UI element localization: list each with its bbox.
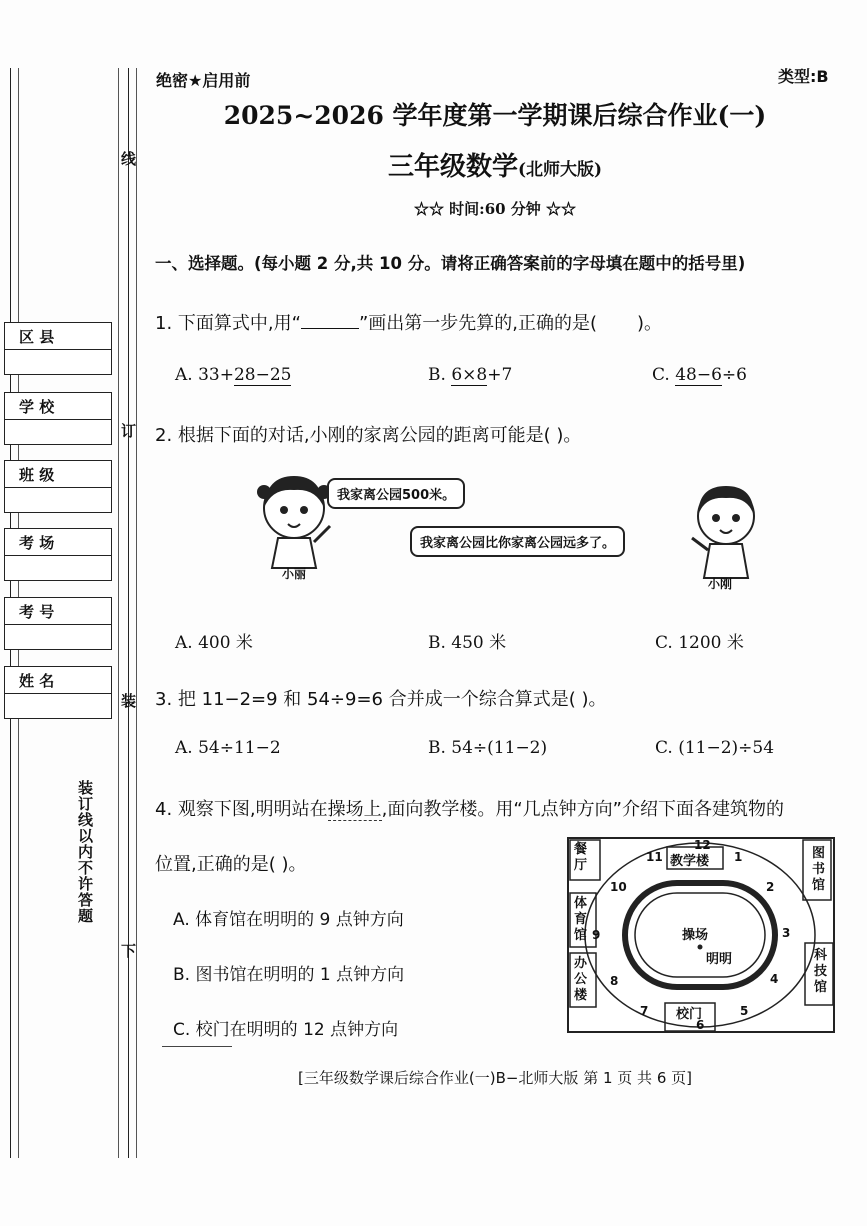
q1-b-underlined: 6×8 [451,365,488,385]
clock-6: 6 [696,1018,705,1032]
q3-option-c[interactable]: C. (11−2)÷54 [655,738,775,758]
q1-option-c[interactable] [652,365,747,385]
library-char: 图 [812,846,826,861]
section-heading: 一、选择题。(每小题 2 分,共 10 分。请将正确答案前的字母填在题中的括号里) [155,254,746,273]
q1-a-prefix: A. 33+ [175,365,234,385]
field-exam-number[interactable] [4,597,112,650]
map-canteen [574,842,587,874]
field-exam-room[interactable] [4,528,112,581]
science-char: 技 [814,964,828,979]
field-label: 班 级 [5,461,111,488]
time-limit: ☆☆ 时间:60 分钟 ☆☆ [413,200,577,218]
q3-option-a[interactable]: A. 54÷11−2 [175,738,281,758]
clock-2: 2 [766,880,775,894]
binding-mark-line: 线 [121,150,137,168]
q1-a-underlined: 28−25 [233,365,292,385]
q1-option-b[interactable] [428,365,512,385]
q1-stem-c: )。 [637,313,663,334]
name-xiaogang: 小刚 [708,577,733,591]
q1-c-suffix: ÷6 [721,365,747,385]
canteen-char: 厅 [574,858,588,873]
q2-option-a[interactable]: A. 400 米 [175,633,253,653]
question-4-stem-2: 位置,正确的是( )。 [155,854,307,875]
q2-option-b[interactable]: B. 450 米 [428,633,507,653]
field-district[interactable] [4,322,112,375]
gym-char: 馆 [574,928,588,943]
boy-illustration [686,480,766,580]
office-char: 公 [574,972,588,987]
clock-8: 8 [610,974,619,988]
library-char: 书 [812,862,826,877]
question-2-stem: 2. 根据下面的对话,小刚的家离公园的距离可能是( )。 [155,425,582,446]
map-teaching-building: 教学楼 [670,854,710,869]
office-char: 楼 [574,988,588,1003]
map-gym [574,896,587,944]
field-label: 区 县 [5,323,111,350]
subject-name: 三年级数学 [387,152,518,182]
q4-stem-a: 4. 观察下图,明明站在 [155,799,328,820]
q4-option-a[interactable]: A. 体育馆在明明的 9 点钟方向 [173,910,404,930]
question-4-stem [155,795,784,821]
map-science [814,948,827,996]
q1-option-a[interactable] [175,365,291,385]
clock-11: 11 [646,850,663,864]
clock-12: 12 [694,838,711,852]
page-footer: [三年级数学课后综合作业(一)B−北师大版 第 1 页 共 6 页] [298,1069,692,1087]
field-name[interactable] [4,666,112,719]
page-title: 2025~2026 学年度第一学期课后综合作业(一) [223,101,767,130]
q4-stem-b: ,面向教学楼。用“几点钟方向”介绍下面各建筑物的 [381,799,784,820]
field-school[interactable] [4,392,112,445]
canteen-char: 餐 [574,842,588,857]
field-label: 学 校 [5,393,111,420]
clock-10: 10 [610,880,627,894]
subject-title [150,146,840,183]
clock-4: 4 [770,972,779,986]
office-char: 办 [574,956,588,971]
clock-5: 5 [740,1004,749,1018]
q1-c-underlined: 48−6 [675,365,722,385]
library-char: 馆 [812,878,826,893]
binding-mark-order: 订 [121,422,137,440]
field-label: 姓 名 [5,667,111,694]
map-gate: 校门 [676,1007,703,1022]
clock-3: 3 [782,926,791,940]
q4-stem-underlined: 操场上 [327,799,382,820]
field-class[interactable] [4,460,112,513]
science-char: 馆 [814,980,828,995]
clock-7: 7 [640,1004,649,1018]
q1-c-prefix: C. [652,365,676,385]
gym-char: 育 [574,912,588,927]
q3-option-b[interactable]: B. 54÷(11−2) [428,738,548,758]
paper-type: 类型:B [778,67,829,86]
map-library [812,846,825,894]
field-label: 考 号 [5,598,111,625]
gym-char: 体 [574,896,588,911]
mingming-dot [698,945,703,950]
q1-b-suffix: +7 [487,365,513,385]
binding-note: 装订线以内不许答题 [76,780,94,924]
speech-bubble-xiaoli: 我家离公园500米。 [327,478,465,509]
q2-option-c[interactable]: C. 1200 米 [655,633,744,653]
girl-illustration [256,470,336,570]
q4-option-b[interactable]: B. 图书馆在明明的 1 点钟方向 [173,965,405,985]
question-1-stem [155,309,662,335]
name-xiaoli: 小丽 [282,567,307,581]
speech-bubble-xiaogang: 我家离公园比你家离公园远多了。 [410,526,625,557]
map-playground: 操场 [682,928,709,943]
edition-label: (北师大版) [517,160,603,180]
binding-mark-bind: 装 [121,692,137,710]
field-label: 考 场 [5,529,111,556]
q1-stem-a: 1. 下面算式中,用“ [155,313,301,334]
clock-1: 1 [734,850,743,864]
q1-b-prefix: B. [428,365,452,385]
science-char: 科 [814,948,828,963]
question-3-stem: 3. 把 11−2=9 和 54÷9=6 合并成一个综合算式是( )。 [155,689,607,710]
divider [162,1046,232,1047]
q1-stem-b: ”画出第一步先算的,正确的是( [358,313,598,334]
q4-option-c[interactable]: C. 校门在明明的 12 点钟方向 [173,1020,399,1040]
map-mingming: 明明 [706,952,733,967]
clock-9: 9 [592,928,601,942]
map-office [574,956,587,1004]
binding-mark-down: 下 [121,942,137,960]
q1-underline-blank [301,314,359,329]
confidential-label: 绝密★启用前 [156,71,251,90]
